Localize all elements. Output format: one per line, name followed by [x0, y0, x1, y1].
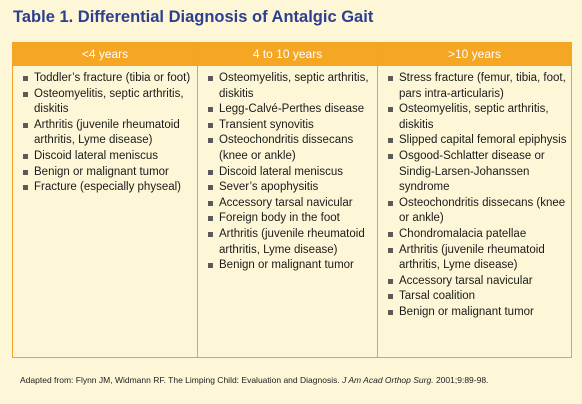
diagnosis-list [208, 71, 373, 274]
list-item-text: Osteomyelitis, septic arthritis, diskitis [219, 72, 369, 100]
footnote-volume: 2001;9:89-98. [435, 375, 489, 385]
list-item-text: Osteomyelitis, septic arthritis, diskitis [34, 87, 184, 116]
list-item-text: Chondromalacia patellae [399, 227, 527, 240]
square-bullet-icon [208, 185, 213, 190]
square-bullet-icon [388, 76, 393, 81]
square-bullet-icon [388, 138, 393, 143]
list-item [208, 258, 373, 274]
square-bullet-icon [23, 123, 28, 128]
list-item [208, 165, 373, 181]
square-bullet-icon [23, 170, 28, 175]
list-item-text: Osteochondritis dissecans (knee or ankle) [399, 196, 566, 225]
column-header: >10 years [378, 43, 571, 66]
list-item [388, 227, 567, 243]
list-item-text: Osgood-Schlatter disease or Sindig-Larsen-Johanssen syndrome [399, 149, 545, 194]
list-item [23, 165, 193, 181]
list-item [208, 102, 373, 118]
list-item [23, 87, 193, 118]
square-bullet-icon [388, 154, 393, 159]
list-item-text: Discoid lateral meniscus [219, 165, 343, 178]
column-body [13, 66, 197, 196]
square-bullet-icon [208, 263, 213, 268]
list-item-text: Tarsal coalition [399, 290, 476, 303]
list-item [23, 180, 193, 196]
square-bullet-icon [388, 248, 393, 253]
list-item [388, 289, 567, 305]
table-title: Table 1. Differential Diagnosis of Antalgic Gait [13, 8, 374, 26]
diagnosis-list [388, 71, 567, 321]
square-bullet-icon [23, 92, 28, 97]
square-bullet-icon [388, 232, 393, 237]
list-item-text: Osteochondritis dissecans (knee or ankle) [219, 134, 354, 162]
list-item-text: Fracture (especially physeal) [34, 181, 182, 194]
list-item-text: Accessory tarsal navicular [219, 196, 353, 209]
table-column [377, 43, 571, 357]
list-item [208, 71, 373, 102]
list-item [388, 102, 567, 133]
list-item [23, 71, 193, 87]
list-item [23, 118, 193, 149]
square-bullet-icon [208, 76, 213, 81]
list-item-text: Discoid lateral meniscus [34, 149, 158, 162]
square-bullet-icon [208, 138, 213, 143]
footnote-citation: Adapted from: Flynn JM, Widmann RF. The Limping Child: Evaluation and Diagnosis. [20, 375, 340, 385]
list-item-text: Arthritis (juvenile rheumatoid arthritis, Lyme disease) [399, 243, 545, 272]
square-bullet-icon [208, 107, 213, 112]
list-item-text: Benign or malignant tumor [219, 259, 354, 272]
diagnosis-table [12, 42, 572, 358]
list-item-text: Osteomyelitis, septic arthritis, diskitis [399, 103, 549, 131]
diagnosis-list [23, 71, 193, 196]
list-item [208, 211, 373, 227]
list-item-text: Sever’s apophysitis [219, 181, 319, 194]
list-item-text: Slipped capital femoral epiphysis [399, 134, 567, 147]
list-item-text: Stress fracture (femur, tibia, foot, pars intra-articularis) [399, 72, 566, 100]
square-bullet-icon [23, 185, 28, 190]
square-bullet-icon [208, 232, 213, 237]
list-item [208, 227, 373, 258]
list-item-text: Transient synovitis [219, 118, 314, 131]
list-item [388, 133, 567, 149]
square-bullet-icon [388, 279, 393, 284]
list-item [388, 71, 567, 102]
list-item [208, 180, 373, 196]
footnote-journal: J Am Acad Orthop Surg. [342, 375, 434, 385]
list-item-text: Accessory tarsal navicular [399, 274, 533, 287]
square-bullet-icon [23, 154, 28, 159]
list-item-text: Toddler’s fracture (tibia or foot) [34, 72, 191, 84]
square-bullet-icon [23, 76, 28, 81]
source-footnote [20, 375, 488, 385]
square-bullet-icon [388, 310, 393, 315]
square-bullet-icon [208, 170, 213, 175]
square-bullet-icon [388, 201, 393, 206]
list-item [388, 274, 567, 290]
list-item [208, 133, 373, 164]
table-column [13, 43, 197, 357]
list-item-text: Benign or malignant tumor [34, 165, 169, 178]
square-bullet-icon [208, 123, 213, 128]
column-header: 4 to 10 years [198, 43, 377, 66]
column-body [378, 66, 571, 321]
list-item [388, 196, 567, 227]
list-item [208, 118, 373, 134]
list-item-text: Benign or malignant tumor [399, 305, 534, 318]
list-item [208, 196, 373, 212]
column-header: <4 years [13, 43, 197, 66]
list-item-text: Legg-Calvé-Perthes disease [219, 103, 365, 116]
square-bullet-icon [388, 294, 393, 299]
list-item [388, 149, 567, 196]
square-bullet-icon [208, 201, 213, 206]
table-column [197, 43, 377, 357]
column-body [198, 66, 377, 274]
list-item [23, 149, 193, 165]
square-bullet-icon [208, 216, 213, 221]
list-item-text: Foreign body in the foot [219, 212, 340, 225]
list-item [388, 243, 567, 274]
list-item [388, 305, 567, 321]
list-item-text: Arthritis (juvenile rheumatoid arthritis, Lyme disease) [34, 118, 180, 147]
list-item-text: Arthritis (juvenile rheumatoid arthritis, Lyme disease) [219, 227, 365, 256]
square-bullet-icon [388, 107, 393, 112]
